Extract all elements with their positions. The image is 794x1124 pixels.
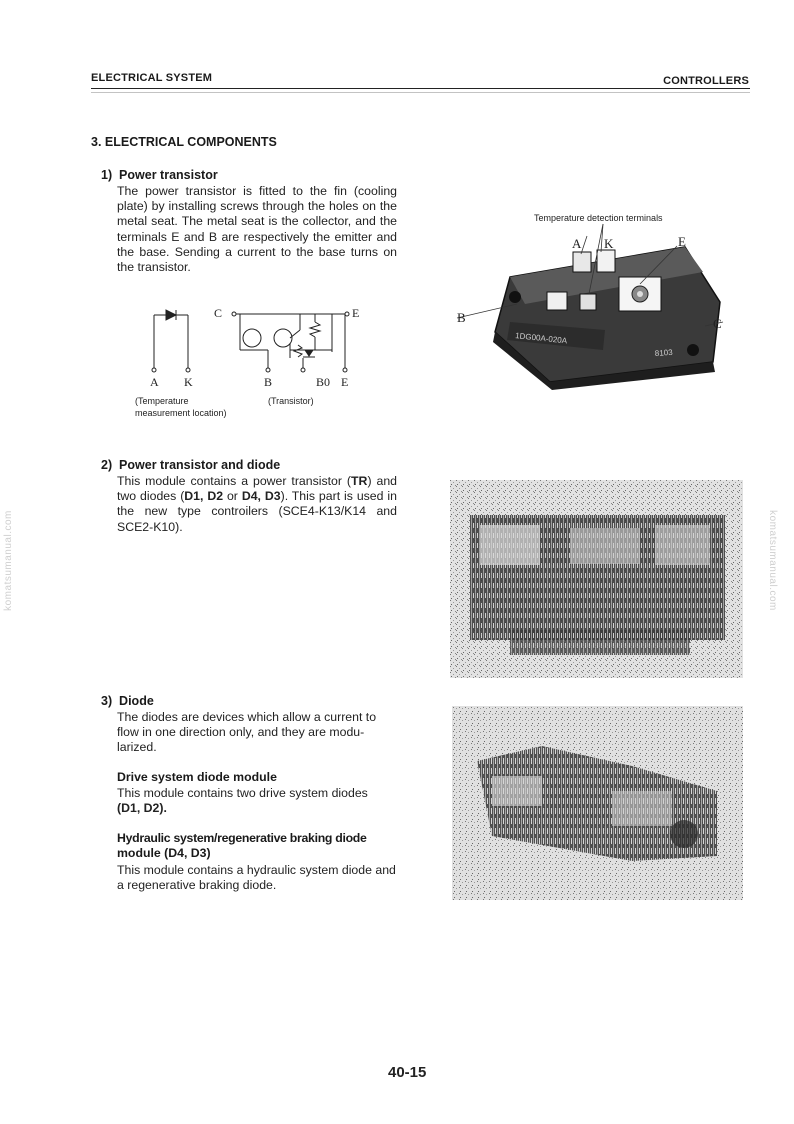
photo-label-k: K xyxy=(604,236,614,251)
photo-label-a: A xyxy=(572,236,582,251)
tr-diode-heading: 2) Power transistor and diode xyxy=(101,458,281,472)
caption-temperature-line2: measurement location) xyxy=(135,408,227,418)
diode-photo-image xyxy=(452,706,743,900)
photo-label-e: E xyxy=(678,234,686,249)
page-number: 40-15 xyxy=(388,1064,427,1081)
photo-caption-temperature-terminals: Temperature detection terminals xyxy=(534,213,663,223)
tr-diode-body-part: ) and two diodes ( xyxy=(117,474,397,504)
tr-diode-body xyxy=(117,474,397,535)
power-transistor-body: The power transistor is fitted to the fin (cooling plate) by installing screws through the holes on the metal seat. The metal seat is the collector, and the terminals E and B are respectively the emitter and the base. Sending a current to the base turns on the transistor. xyxy=(117,184,397,275)
caption-temperature-line1: (Temperature xyxy=(135,396,189,406)
tr-diode-photo-image xyxy=(450,480,743,678)
header-section-name: ELECTRICAL SYSTEM xyxy=(91,72,213,84)
drive-diode-heading: Drive system diode module xyxy=(117,770,277,784)
transistor-module-illustration xyxy=(455,222,735,392)
tr-diode-body-part: or xyxy=(223,489,242,504)
d4-d3-label: D4, D3 xyxy=(241,489,281,504)
tr-diode-body-part: ). This part is used in the new type controilers (SCE4-K13/K14 and SCE2-K10). xyxy=(117,489,397,534)
tr-diode-body-part: This module contains a power transistor ( xyxy=(117,474,352,488)
circuit-label-b0: B0 xyxy=(316,375,331,389)
circuit-label-e: E xyxy=(341,375,349,389)
header-rule-thin xyxy=(91,92,750,93)
hydraulic-diode-heading-line2: module (D4, D3) xyxy=(117,846,211,860)
power-transistor-heading: 1) Power transistor xyxy=(101,168,218,182)
drive-diode-body-line2: (D1, D2). xyxy=(117,801,167,815)
circuit-label-a: A xyxy=(150,375,159,389)
section-title: 3. ELECTRICAL COMPONENTS xyxy=(91,135,277,149)
watermark-right: komatsumanual.com xyxy=(766,510,778,611)
diode-body: The diodes are devices which allow a current to flow in one direction only, and they are modu-larized. xyxy=(117,710,377,755)
circuit-label-k: K xyxy=(184,375,193,389)
circuit-label-b: B xyxy=(264,375,273,389)
power-transistor-photo xyxy=(455,222,735,392)
hydraulic-diode-heading-line1: Hydraulic system/regenerative braking diode xyxy=(117,831,367,845)
tr-label: TR xyxy=(351,474,368,488)
circuit-label-e-top: E xyxy=(352,306,360,320)
diode-heading: 3) Diode xyxy=(101,694,154,708)
module-code-text: 8103 xyxy=(654,347,673,358)
diode-photo xyxy=(452,706,743,900)
tr-diode-photo xyxy=(450,480,743,678)
header-chapter-name: CONTROLLERS xyxy=(663,75,749,87)
hydraulic-diode-body: This module contains a hydraulic system diode and a regenerative braking diode. xyxy=(117,863,396,893)
d1-d2-label: D1, D2 xyxy=(184,489,224,504)
caption-transistor: (Transistor) xyxy=(268,396,314,406)
module-marking-text: 1DG00A-020A xyxy=(514,331,568,346)
header-rule xyxy=(91,88,750,89)
drive-diode-body-line1: This module contains two drive system diodes xyxy=(117,786,368,800)
photo-label-b: B xyxy=(457,310,466,325)
watermark-left: komatsumanual.com xyxy=(2,510,14,611)
photo-label-c: C xyxy=(713,316,722,331)
circuit-label-c: C xyxy=(214,306,223,320)
